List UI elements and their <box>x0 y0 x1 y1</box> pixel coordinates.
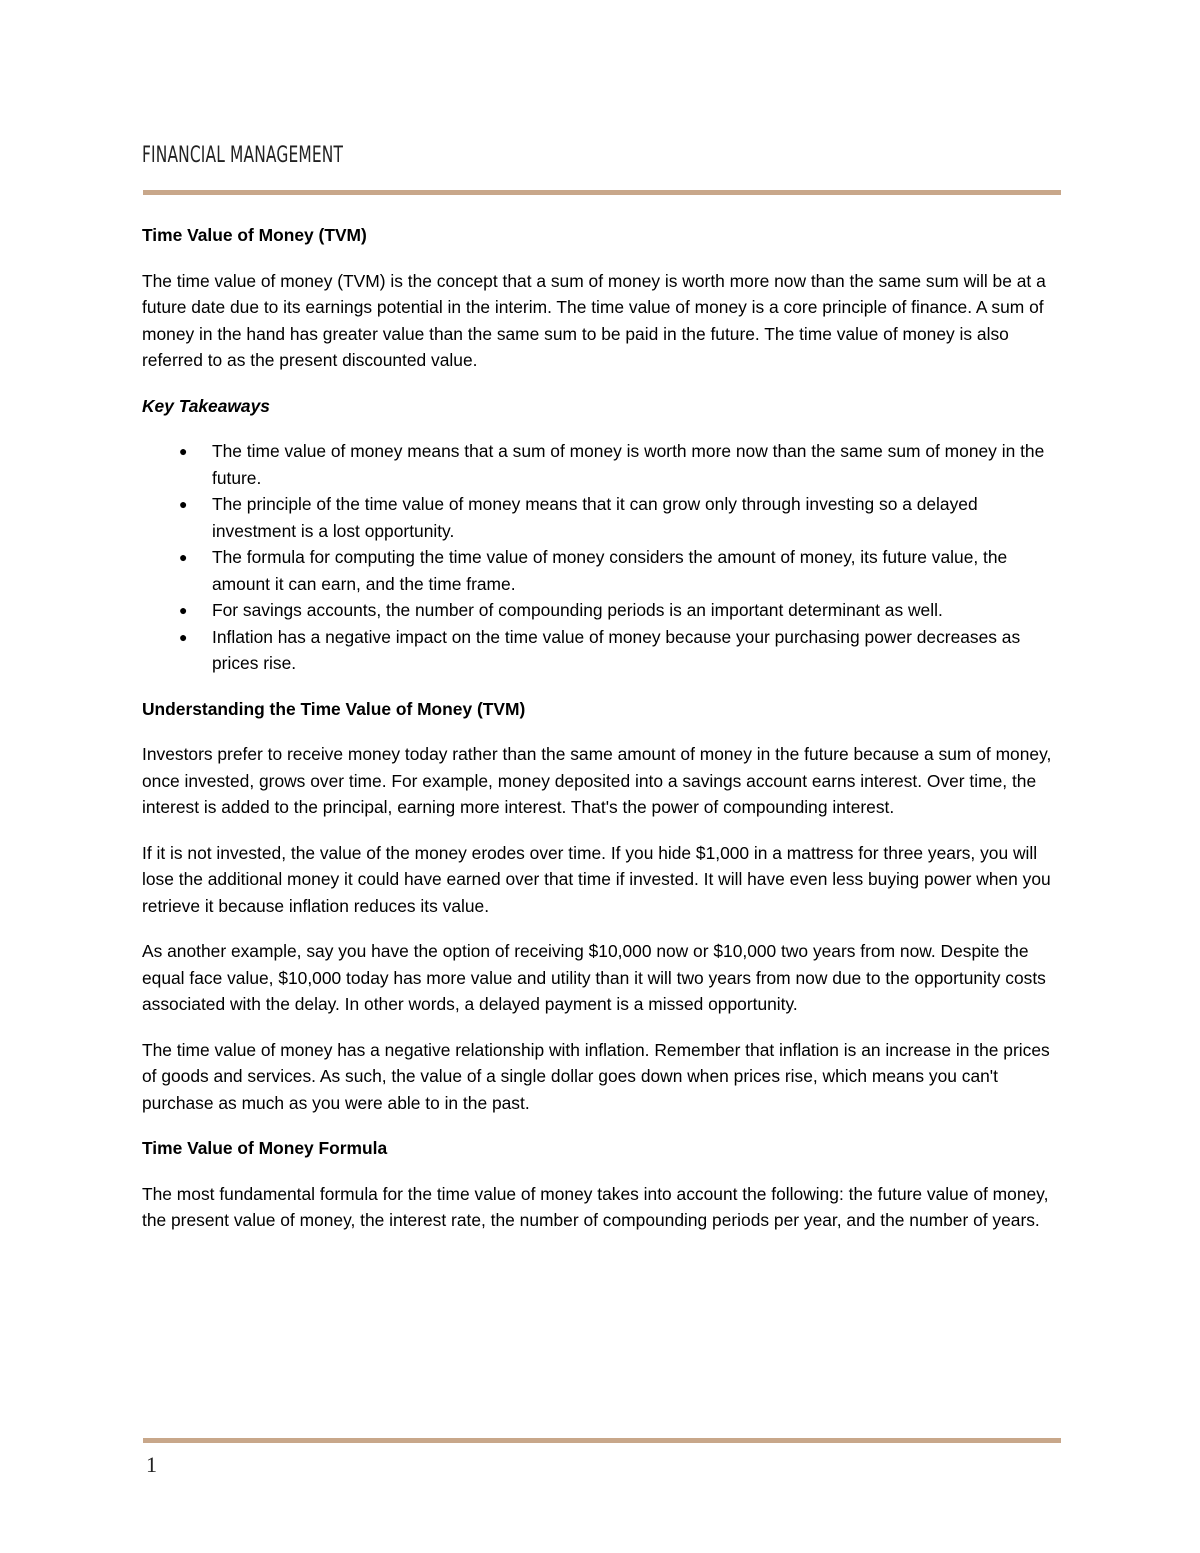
page-number: 1 <box>146 1452 157 1477</box>
understanding-paragraph-3: As another example, say you have the option of receiving $10,000 now or $10,000 two years from now. Despite the equal face value, $10,000 today has more value and utility than it will two years from now due to the opportunity costs associated with the delay. In other words, a delayed payment is a missed opportunity. <box>142 941 1046 1014</box>
takeaway-text: The formula for computing the time value of money considers the amount of money, its future value, the amount it can earn, and the time frame. <box>212 547 1008 594</box>
formula-heading: Time Value of Money Formula <box>142 1138 388 1158</box>
key-takeaways-heading: Key Takeaways <box>142 395 270 416</box>
list-item <box>142 624 1062 677</box>
bullet-icon: ● <box>179 549 188 565</box>
bullet-icon: ● <box>179 496 188 512</box>
list-item <box>142 491 1062 544</box>
list-item <box>142 597 1062 624</box>
understanding-heading: Understanding the Time Value of Money (TVM) <box>142 698 526 719</box>
takeaway-text: Inflation has a negative impact on the time value of money because your purchasing power decreases as prices rise. <box>212 626 1021 673</box>
understanding-paragraph-2: If it is not invested, the value of the money erodes over time. If you hide $1,000 in a mattress for three years, you will lose the additional money it could have earned over that time if invested. It will have even less buying power when you retrieve it because inflation reduces its value. <box>142 842 1051 916</box>
key-takeaways-list <box>142 438 1062 677</box>
understanding-paragraph-1: Investors prefer to receive money today rather than the same amount of money in the future because a sum of money, once invested, grows over time. For example, money deposited into a savings account earns interest. Over time, the interest is added to the principal, earning more interest. That's the power of compounding interest. <box>142 744 1052 817</box>
document-header-title: FINANCIAL MANAGEMENT <box>142 143 344 168</box>
footer-divider <box>143 1438 1061 1443</box>
document-body <box>142 222 1062 1253</box>
takeaway-text: The time value of money means that a sum of money is worth more now than the same sum of money in the future. <box>212 441 1045 488</box>
tvm-heading: Time Value of Money (TVM) <box>142 225 367 245</box>
list-item <box>142 544 1062 597</box>
understanding-paragraph-4: The time value of money has a negative relationship with inflation. Remember that inflation is an increase in the prices of goods and services. As such, the value of a single dollar goes down when prices rise, which means you can't purchase as much as you were able to in the past. <box>142 1039 1050 1113</box>
bullet-icon: ● <box>179 628 188 645</box>
list-item <box>142 438 1062 491</box>
header-divider <box>143 190 1061 195</box>
formula-paragraph: The most fundamental formula for the time value of money takes into account the following: the future value of money, the present value of money, the interest rate, the number of compounding periods per year, and the number of years. <box>142 1183 1049 1230</box>
tvm-intro-paragraph: The time value of money (TVM) is the concept that a sum of money is worth more now than the same sum will be at a future date due to its earnings potential in the interim. The time value of money is a core principle of finance. A sum of money in the hand has greater value than the same sum to be paid in the future. The time value of money is also referred to as the present discounted value. <box>142 270 1046 370</box>
takeaway-text: For savings accounts, the number of compounding periods is an important determinant as well. <box>212 600 943 620</box>
bullet-icon: ● <box>179 602 188 618</box>
takeaway-text: The principle of the time value of money means that it can grow only through investing so a delayed investment is a lost opportunity. <box>212 494 978 541</box>
bullet-icon: ● <box>179 443 188 459</box>
